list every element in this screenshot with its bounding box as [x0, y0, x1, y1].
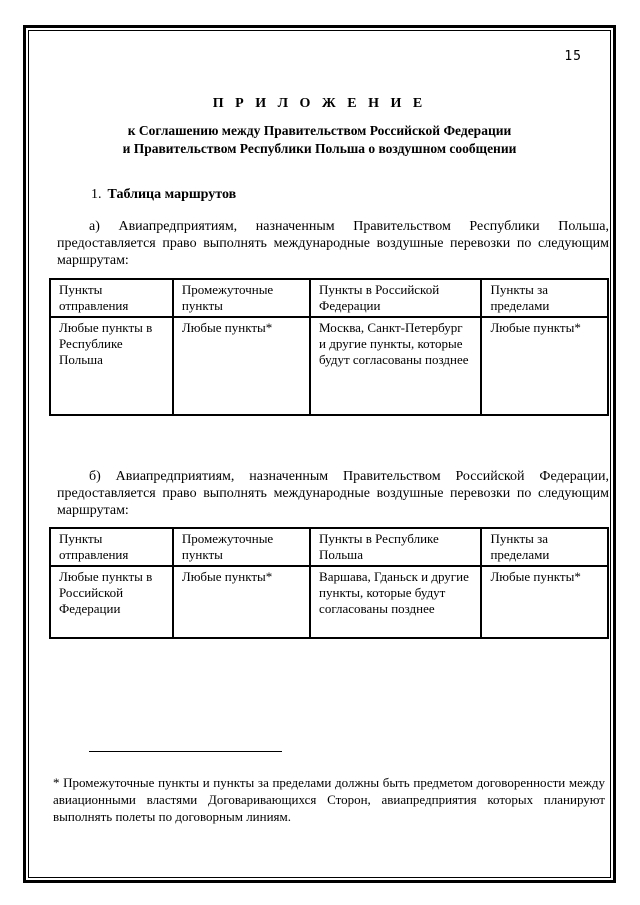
table-cell: Любые пункты в Российской Федерации — [50, 566, 173, 638]
table-row — [50, 566, 608, 638]
appendix-title: П Р И Л О Ж Е Н И Е — [212, 96, 427, 111]
page-number: 15 — [564, 49, 582, 64]
header-cell: Пункты за пределами — [481, 528, 608, 566]
paragraph-a: а) Авиапредприятиям, назначенным Правительством Республики Польша, предоставляется право выполнять международные воздушные перевозки по следующим маршрутам: — [57, 219, 609, 268]
page-border-inner — [28, 30, 611, 878]
section-number: 1. — [91, 187, 102, 202]
table-cell: Любые пункты* — [481, 566, 608, 638]
header-cell: Промежуточные пункты — [173, 279, 310, 317]
table-cell: Любые пункты* — [173, 317, 310, 415]
table-cell: Любые пункты* — [173, 566, 310, 638]
table-cell: Любые пункты* — [481, 317, 608, 415]
appendix-subtitle-line-1: к Соглашению между Правительством Российской Федерации — [127, 123, 512, 138]
header-cell: Пункты за пределами — [481, 279, 608, 317]
table-row — [50, 317, 608, 415]
table-cell: Любые пункты в Республике Польша — [50, 317, 173, 415]
table-cell: Москва, Санкт-Петербург и другие пункты, которые будут согласованы позднее — [310, 317, 481, 415]
section-title: Таблица маршрутов — [107, 187, 237, 202]
page-border — [23, 25, 616, 883]
header-cell: Пункты отправления — [50, 279, 173, 317]
section-heading — [91, 187, 236, 203]
table-cell: Варшава, Гданьск и другие пункты, которые будут согласованы позднее — [310, 566, 481, 638]
appendix-subtitle-line-2: и Правительством Республики Польша о воздушном сообщении — [122, 141, 517, 156]
header-cell: Пункты в Республике Польша — [310, 528, 481, 566]
routes-table-poland — [49, 278, 609, 416]
header-cell: Пункты отправления — [50, 528, 173, 566]
routes-table-russia — [49, 527, 609, 639]
header-cell: Промежуточные пункты — [173, 528, 310, 566]
table-header-row — [50, 528, 608, 566]
footnote-divider — [89, 751, 282, 752]
header-cell: Пункты в Российской Федерации — [310, 279, 481, 317]
table-header-row — [50, 279, 608, 317]
paragraph-b: б) Авиапредприятиям, назначенным Правительством Российской Федерации, предоставляется право выполнять международные воздушные перевозки по следующим маршрутам: — [57, 469, 609, 518]
footnote: * Промежуточные пункты и пункты за пределами должны быть предметом договоренности между авиационными властями Договаривающихся Сторон, авиапредприятия которых планируют выполнять полеты по договорным линиям. — [53, 775, 605, 824]
